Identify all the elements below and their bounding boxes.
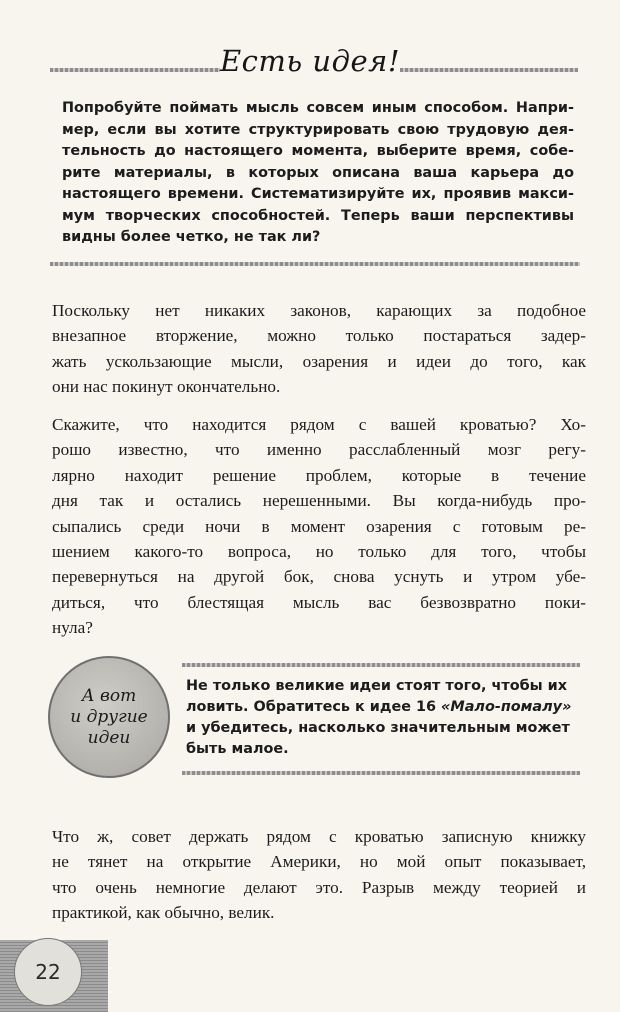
title-rule-right	[400, 68, 578, 72]
paragraph-line: не тянет на открытие Америки, но мой опыт показывает,	[52, 852, 586, 872]
paragraph-line: они нас покинут окончательно.	[52, 377, 281, 397]
aside-line: и убедитесь, насколько значительным может	[186, 720, 570, 736]
paragraph-line: сыпались среди ночи в момент озарения с готовым ре-	[52, 516, 586, 536]
idea-box-title: Есть идея!	[220, 44, 400, 78]
aside-bottom-rule	[182, 771, 580, 775]
body-paragraph-1	[52, 298, 586, 400]
paragraph-line: рошо известно, что именно расслабленный мозг регу-	[52, 440, 586, 460]
idea-line: тельность до настоящего момента, выберите время, собе-	[62, 143, 574, 159]
idea-box-bottom-rule	[50, 262, 580, 266]
idea-line: мер, если вы хотите структурировать свою трудовую дея-	[62, 121, 574, 138]
paragraph-line: Поскольку нет никаких законов, карающих за подобное	[52, 301, 586, 320]
paragraph-line: что очень немногие делают это. Разрыв между теорией и	[52, 877, 586, 897]
body-paragraph-3	[52, 824, 586, 926]
page-number: 22	[14, 938, 82, 1006]
idea-line: видны более четко, не так ли?	[62, 229, 321, 245]
aside-top-rule	[182, 663, 580, 667]
paragraph-line: диться, что блестящая мысль вас безвозвратно поки-	[52, 592, 586, 612]
aside-text	[186, 676, 572, 760]
idea-line: настоящего времени. Систематизируйте их, проявив макси-	[62, 186, 574, 202]
idea-16-reference: «Мало-помалу»	[441, 699, 572, 715]
paragraph-line: жать ускользающие мысли, озарения и идеи до того, как	[52, 351, 586, 371]
aside-line	[186, 697, 572, 718]
paragraph-line: практикой, как обычно, велик.	[52, 903, 275, 923]
paragraph-line: нула?	[52, 618, 93, 638]
idea-box-text	[62, 98, 574, 249]
aside-line: быть малое.	[186, 741, 289, 757]
paragraph-line: лярно находит решение проблем, которые в течение	[52, 465, 586, 485]
paragraph-line: Что ж, совет держать рядом с кроватью записную книжку	[52, 827, 586, 846]
body-paragraph-2	[52, 412, 586, 641]
paragraph-line: внезапное вторжение, можно только постараться задер-	[52, 326, 586, 346]
badge-line: и другие	[70, 706, 148, 727]
badge-line: идеи	[87, 727, 131, 748]
paragraph-line: шением какого-то вопроса, но только для того, чтобы	[52, 542, 586, 562]
paragraph-line: дня так и остались нерешенными. Вы когда-нибудь про-	[52, 491, 586, 511]
paragraph-line: Скажите, что находится рядом с вашей кроватью? Хо-	[52, 415, 586, 434]
paragraph-line: перевернуться на другой бок, снова уснуть и утром убе-	[52, 567, 586, 587]
idea-line: мум творческих способностей. Теперь ваши перспективы	[62, 207, 574, 224]
badge-line: А вот	[81, 685, 137, 706]
idea-line: рите материалы, в которых описана ваша карьера до	[62, 164, 574, 181]
aside-line-text: ловить. Обратитесь к идее 16	[186, 699, 442, 715]
idea-line: Попробуйте поймать мысль совсем иным способом. Напри-	[62, 100, 574, 116]
other-ideas-badge	[48, 656, 170, 778]
aside-line: Не только великие идеи стоят того, чтобы их	[186, 678, 568, 694]
